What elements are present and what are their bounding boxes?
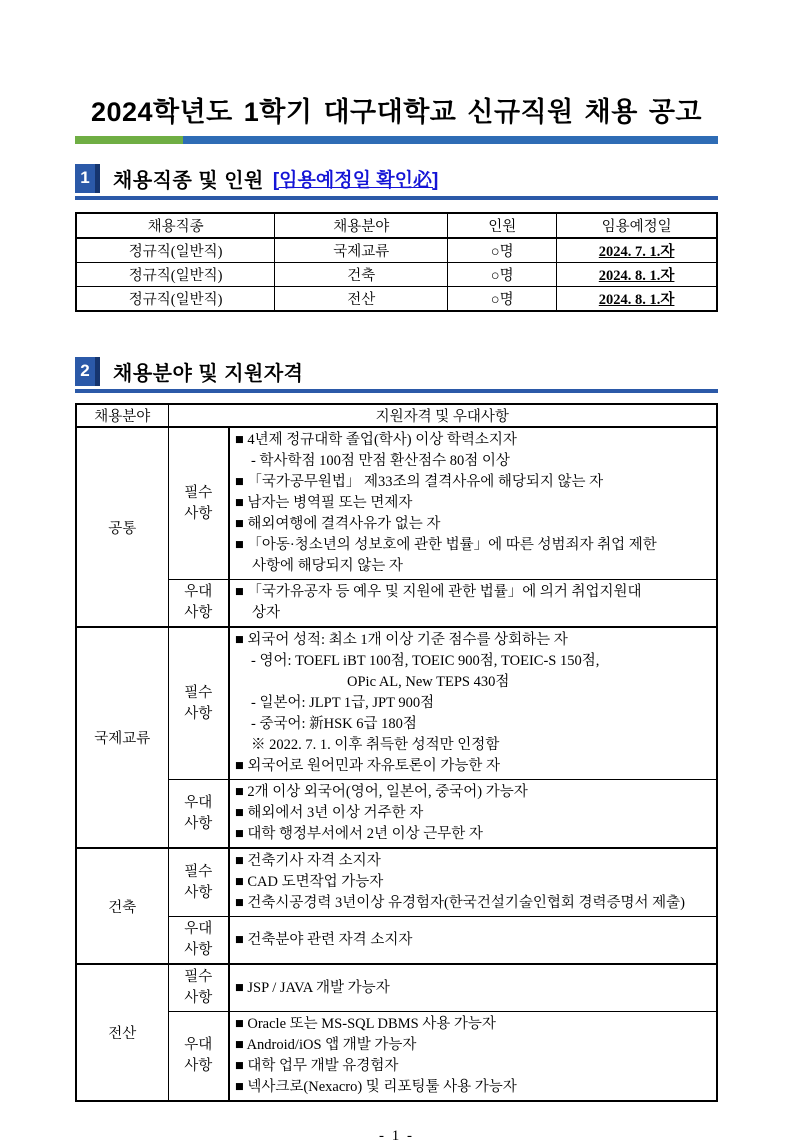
job-type-cell: 정규직(일반직) <box>76 287 275 312</box>
preferred-label-cell: 우대사항 <box>168 1012 229 1102</box>
appointment-date-cell: 2024. 7. 1.자 <box>557 238 717 263</box>
preferred-label-cell: 우대사항 <box>168 580 229 628</box>
requirement-line: ■ 4년제 정규대학 졸업(학사) 이상 학력소지자 <box>235 432 517 448</box>
headcount-cell: ○명 <box>448 263 557 287</box>
category-cell-international: 국제교류 <box>76 627 168 848</box>
category-cell-common: 공통 <box>76 427 168 627</box>
required-label-cell: 필수사항 <box>168 627 229 780</box>
requirement-line: OPic AL, New TEPS 430점 <box>347 674 510 690</box>
table-row <box>76 964 717 1012</box>
section1-title: 채용직종 및 인원 <box>113 169 264 192</box>
section2-rule <box>75 389 718 393</box>
col-header-appointment-date: 임용예정일 <box>557 213 717 238</box>
section2-number-badge: 2 <box>75 357 100 386</box>
requirement-line: - 일본어: JLPT 1급, JPT 900점 <box>251 695 435 711</box>
requirement-line: ■ 외국어로 원어민과 자유토론이 가능한 자 <box>235 758 501 774</box>
requirement-line: ■ 해외에서 3년 이상 거주한 자 <box>235 805 424 821</box>
requirement-line: ■ 대학 업무 개발 유경험자 <box>235 1058 399 1074</box>
table-row <box>76 917 717 965</box>
job-type-cell: 정규직(일반직) <box>76 263 275 287</box>
col-header-job-type: 채용직종 <box>76 213 275 238</box>
requirements-cell <box>229 627 717 780</box>
requirement-line: ■ 해외여행에 결격사유가 없는 자 <box>235 516 441 532</box>
requirement-line: ■ 「아동·청소년의 성보호에 관한 법률」에 따른 성범죄자 취업 제한 <box>235 537 657 553</box>
appointment-date-cell: 2024. 8. 1.자 <box>557 287 717 312</box>
table-row <box>76 580 717 628</box>
requirement-line: ■ 넥사크로(Nexacro) 및 리포팅툴 사용 가능자 <box>235 1079 517 1095</box>
requirement-line: ■ 대학 행정부서에서 2년 이상 근무한 자 <box>235 826 483 842</box>
requirements-cell <box>229 427 717 580</box>
headcount-cell: ○명 <box>448 287 557 312</box>
section2-header <box>75 356 718 386</box>
col-header-field: 채용분야 <box>275 213 448 238</box>
section2-title: 채용분야 및 지원자격 <box>113 362 304 385</box>
qualifications-table <box>75 403 718 1102</box>
section1-header <box>75 163 718 193</box>
col-header-qualifications: 지원자격 및 우대사항 <box>168 404 717 427</box>
title-divider <box>75 136 718 144</box>
requirement-line: ■ 「국가공무원법」 제33조의 결격사유에 해당되지 않는 자 <box>235 474 604 490</box>
col-header-headcount: 인원 <box>448 213 557 238</box>
requirements-cell <box>229 848 717 917</box>
requirement-line: ※ 2022. 7. 1. 이후 취득한 성적만 인정함 <box>251 737 500 753</box>
divider-green-segment <box>75 136 183 144</box>
preferred-label-cell: 우대사항 <box>168 917 229 965</box>
requirement-line: ■ Oracle 또는 MS-SQL DBMS 사용 가능자 <box>235 1016 496 1032</box>
table-row <box>76 238 717 263</box>
requirement-line: ■ 2개 이상 외국어(영어, 일본어, 중국어) 가능자 <box>235 784 528 800</box>
table-row <box>76 848 717 917</box>
field-cell: 건축 <box>275 263 448 287</box>
table-row <box>76 427 717 580</box>
table-row <box>76 627 717 780</box>
required-label-cell: 필수사항 <box>168 427 229 580</box>
section1-number-badge: 1 <box>75 164 100 193</box>
requirement-line: 사항에 해당되지 않는 자 <box>252 558 403 574</box>
required-label-cell: 필수사항 <box>168 964 229 1012</box>
page-number: - 1 - <box>379 1128 414 1144</box>
recruit-positions-table <box>75 212 718 312</box>
requirement-line: - 학사학점 100점 만점 환산점수 80점 이상 <box>251 453 510 469</box>
appointment-date-link[interactable]: [임용예정일 확인必] <box>272 169 439 191</box>
requirement-line: ■ Android/iOS 앱 개발 가능자 <box>235 1037 417 1053</box>
table-row <box>76 1012 717 1102</box>
category-cell-architecture: 건축 <box>76 848 168 964</box>
requirement-line: ■ JSP / JAVA 개발 가능자 <box>235 979 390 996</box>
page-title: 2024학년도 1학기 대구대학교 신규직원 채용 공고 <box>90 97 703 127</box>
preferred-label-cell: 우대사항 <box>168 780 229 849</box>
requirement-line: ■ 「국가유공자 등 예우 및 지원에 관한 법률」에 의거 취업지원대 <box>235 584 642 600</box>
requirement-line: ■ 건축기사 자격 소지자 <box>235 853 381 869</box>
requirements-cell <box>229 1012 717 1102</box>
requirements-cell <box>229 964 717 1012</box>
requirements-cell <box>229 780 717 849</box>
table-header-row <box>76 404 717 427</box>
divider-blue-segment <box>183 136 718 144</box>
requirement-line: - 영어: TOEFL iBT 100점, TOEIC 900점, TOEIC-S 150점, <box>251 653 600 669</box>
category-cell-it: 전산 <box>76 964 168 1101</box>
headcount-cell: ○명 <box>448 238 557 263</box>
requirement-line: ■ 외국어 성적: 최소 1개 이상 기준 점수를 상회하는 자 <box>235 632 568 648</box>
requirements-cell <box>229 580 717 628</box>
table-header-row <box>76 213 717 238</box>
table-row <box>76 287 717 312</box>
field-cell: 전산 <box>275 287 448 312</box>
required-label-cell: 필수사항 <box>168 848 229 917</box>
requirements-cell <box>229 917 717 965</box>
requirement-line: 상자 <box>252 605 281 621</box>
requirement-line: ■ CAD 도면작업 가능자 <box>235 874 384 890</box>
section1-rule <box>75 196 718 200</box>
requirement-line: ■ 건축시공경력 3년이상 유경험자(한국건설기술인협회 경력증명서 제출) <box>235 895 685 911</box>
requirement-line: - 중국어: 新HSK 6급 180점 <box>251 716 417 732</box>
table-row <box>76 263 717 287</box>
appointment-date-cell: 2024. 8. 1.자 <box>557 263 717 287</box>
field-cell: 국제교류 <box>275 238 448 263</box>
job-type-cell: 정규직(일반직) <box>76 238 275 263</box>
table-row <box>76 780 717 849</box>
requirement-line: ■ 남자는 병역필 또는 면제자 <box>235 495 413 511</box>
col-header-field: 채용분야 <box>76 404 168 427</box>
requirement-line: ■ 건축분야 관련 자격 소지자 <box>235 931 413 948</box>
